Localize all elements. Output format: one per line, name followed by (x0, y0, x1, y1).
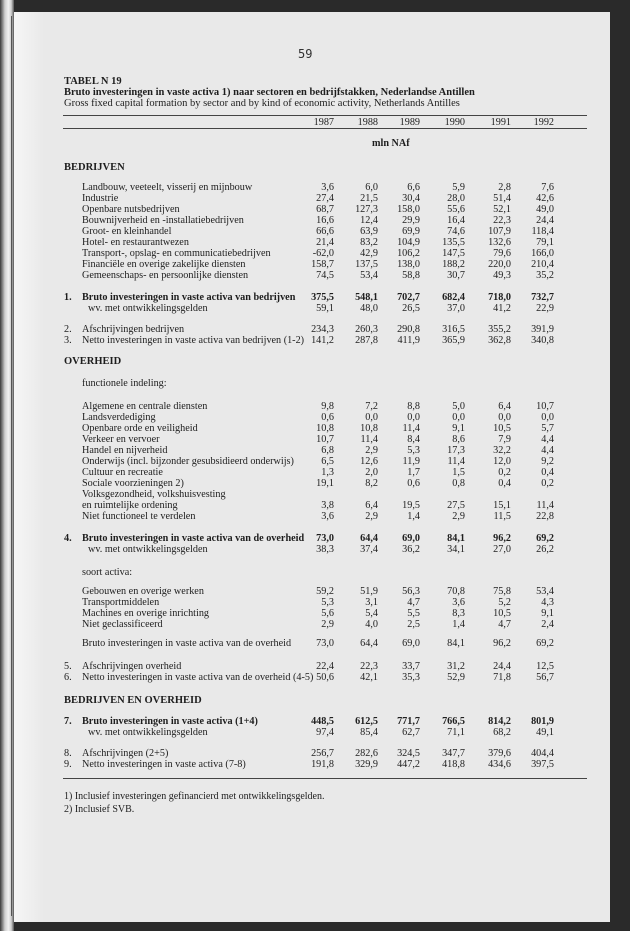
cell-1987: 27,4 (316, 193, 334, 204)
cell-1988: 11,4 (360, 434, 378, 445)
cell-1987: 16,6 (316, 215, 334, 226)
row-label: Machines en overige inrichting (82, 608, 210, 619)
cell-1987: 38,3 (316, 544, 334, 555)
row-label: Industrie (82, 193, 119, 204)
cell-1987: 73,0 (316, 638, 334, 649)
cell-1988: 48,0 (360, 303, 378, 314)
cell-1992: 12,5 (536, 661, 554, 672)
cell-1990: 347,7 (442, 748, 465, 759)
row-label: Netto investeringen in vaste activa van bedrijven (1-2) (82, 335, 305, 346)
cell-1992: 49,0 (536, 204, 554, 215)
cell-1987: 448,5 (311, 716, 334, 727)
cell-1988: 10,8 (360, 423, 378, 434)
row-label: Groot- en kleinhandel (82, 226, 172, 237)
row-label: Transport-, opslag- en communicatiebedrijven (82, 248, 271, 259)
row-label: Netto investeringen in vaste activa (7-8) (82, 759, 246, 770)
cell-1990: 27,5 (447, 500, 465, 511)
cell-1987: 74,5 (316, 270, 334, 281)
cell-1989: 4,7 (407, 597, 420, 608)
cell-1991: 220,0 (488, 259, 511, 270)
cell-1989: 158,0 (397, 204, 420, 215)
cell-1990: 55,6 (447, 204, 465, 215)
cell-1992: 9,2 (541, 456, 554, 467)
cell-1991: 27,0 (493, 544, 511, 555)
cell-1991: 434,6 (488, 759, 511, 770)
cell-1991: 5,2 (498, 597, 511, 608)
cell-1991: 10,5 (493, 608, 511, 619)
cell-1991: 79,6 (493, 248, 511, 259)
cell-1988: 329,9 (355, 759, 378, 770)
row-number: 6. (64, 672, 72, 683)
cell-1990: 1,5 (452, 467, 465, 478)
page-shadow (14, 12, 44, 922)
cell-1992: 5,7 (541, 423, 554, 434)
cell-1987: 1,3 (321, 467, 334, 478)
row-number: 4. (64, 533, 72, 544)
cell-1989: 5,5 (407, 608, 420, 619)
row-label: Bruto investeringen in vaste activa van bedrijven (82, 292, 296, 303)
cell-1990: 11,4 (447, 456, 465, 467)
row-label: Landbouw, veeteelt, visserij en mijnbouw (82, 182, 253, 193)
cell-1990: 1,4 (452, 619, 465, 630)
cell-1987: 2,9 (321, 619, 334, 630)
row-label: Afschrijvingen overheid (82, 661, 182, 672)
unit-label: mln NAf (372, 138, 410, 149)
cell-1989: 1,7 (407, 467, 420, 478)
cell-1990: 52,9 (447, 672, 465, 683)
cell-1987: 19,1 (316, 478, 334, 489)
cell-1991: 32,2 (493, 445, 511, 456)
cell-1990: 135,5 (442, 237, 465, 248)
cell-1990: 37,0 (447, 303, 465, 314)
cell-1988: 137,5 (355, 259, 378, 270)
cell-1989: 702,7 (397, 292, 420, 303)
cell-1991: 2,8 (498, 182, 511, 193)
row-label: Cultuur en recreatie (82, 467, 163, 478)
row-label: Gemeenschaps- en persoonlijke diensten (82, 270, 249, 281)
footnote-1: 1) Inclusief investeringen gefinancierd met ontwikkelingsgelden. (64, 791, 325, 802)
cell-1990: 365,9 (442, 335, 465, 346)
cell-1990: 70,8 (447, 586, 465, 597)
cell-1988: 12,4 (360, 215, 378, 226)
cell-1988: 0,0 (365, 412, 378, 423)
section-bedrijven-en-overheid: BEDRIJVEN EN OVERHEID (64, 695, 202, 706)
cell-1991: 132,6 (488, 237, 511, 248)
row-number: 8. (64, 748, 72, 759)
cell-1989: 8,4 (407, 434, 420, 445)
cell-1992: 166,0 (531, 248, 554, 259)
cell-1991: 52,1 (493, 204, 511, 215)
cell-1988: 51,9 (360, 586, 378, 597)
cell-1992: 24,4 (536, 215, 554, 226)
cell-1990: 31,2 (447, 661, 465, 672)
cell-1992: 11,4 (536, 500, 554, 511)
cell-1989: 35,3 (402, 672, 420, 683)
row-number: 1. (64, 292, 72, 303)
cell-1988: 7,2 (365, 401, 378, 412)
cell-1989: 29,9 (402, 215, 420, 226)
cell-1991: 4,7 (498, 619, 511, 630)
row-label: Transportmiddelen (82, 597, 160, 608)
cell-1991: 0,0 (498, 412, 511, 423)
cell-1992: 26,2 (536, 544, 554, 555)
cell-1988: 53,4 (360, 270, 378, 281)
cell-1989: 69,0 (402, 638, 420, 649)
cell-1987: 9,8 (321, 401, 334, 412)
section-bedrijven: BEDRIJVEN (64, 162, 125, 173)
cell-1989: 26,5 (402, 303, 420, 314)
cell-1988: 42,1 (360, 672, 378, 683)
header-rule-top (63, 115, 587, 116)
cell-1987: 10,7 (316, 434, 334, 445)
row-number: 9. (64, 759, 72, 770)
cell-1988: 6,0 (365, 182, 378, 193)
cell-1991: 379,6 (488, 748, 511, 759)
cell-1992: 35,2 (536, 270, 554, 281)
cell-1990: 30,7 (447, 270, 465, 281)
row-label: Niet geclassificeerd (82, 619, 163, 630)
cell-1989: 19,5 (402, 500, 420, 511)
cell-1990: 84,1 (447, 638, 465, 649)
cell-1990: 9,1 (452, 423, 465, 434)
cell-1990: 418,8 (442, 759, 465, 770)
cell-1992: 53,4 (536, 586, 554, 597)
cell-1988: 6,4 (365, 500, 378, 511)
row-label: Bruto investeringen in vaste activa (1+4) (82, 716, 258, 727)
cell-1989: 106,2 (397, 248, 420, 259)
cell-1989: 0,0 (407, 412, 420, 423)
cell-1989: 69,9 (402, 226, 420, 237)
table-title-dutch: Bruto investeringen in vaste activa 1) naar sectoren en bedrijfstakken, Nederlandse Antillen (64, 87, 475, 98)
cell-1991: 22,3 (493, 215, 511, 226)
cell-1990: 3,6 (452, 597, 465, 608)
cell-1988: 2,9 (365, 445, 378, 456)
spine-line (11, 16, 12, 916)
cell-1989: 8,8 (407, 401, 420, 412)
subheading-soort-activa: soort activa: (82, 567, 133, 578)
cell-1988: 548,1 (355, 292, 378, 303)
cell-1989: 0,6 (407, 478, 420, 489)
cell-1987: 22,4 (316, 661, 334, 672)
cell-1987: 5,3 (321, 597, 334, 608)
row-label: Landsverdediging (82, 412, 156, 423)
cell-1988: 2,9 (365, 511, 378, 522)
row-label: Volksgezondheid, volkshuisvesting (82, 489, 226, 500)
cell-1990: 188,2 (442, 259, 465, 270)
cell-1988: 21,5 (360, 193, 378, 204)
cell-1989: 11,9 (402, 456, 420, 467)
row-label: wv. met ontwikkelingsgelden (88, 303, 208, 314)
cell-1989: 30,4 (402, 193, 420, 204)
cell-1989: 2,5 (407, 619, 420, 630)
cell-1992: 7,6 (541, 182, 554, 193)
cell-1987: 3,8 (321, 500, 334, 511)
cell-1988: 5,4 (365, 608, 378, 619)
page-number: 59 (298, 47, 313, 61)
cell-1988: 85,4 (360, 727, 378, 738)
cell-1988: 3,1 (365, 597, 378, 608)
cell-1989: 69,0 (402, 533, 420, 544)
row-number: 7. (64, 716, 72, 727)
table-title-english: Gross fixed capital formation by sector and by kind of economic activity, Netherlands Antilles (64, 98, 460, 109)
cell-1991: 0,4 (498, 478, 511, 489)
footer-rule (63, 778, 587, 779)
cell-1991: 71,8 (493, 672, 511, 683)
cell-1990: 2,9 (452, 511, 465, 522)
cell-1991: 0,2 (498, 467, 511, 478)
cell-1989: 56,3 (402, 586, 420, 597)
cell-1989: 1,4 (407, 511, 420, 522)
cell-1991: 10,5 (493, 423, 511, 434)
cell-1992: 404,4 (531, 748, 554, 759)
cell-1989: 5,3 (407, 445, 420, 456)
cell-1992: 0,2 (541, 478, 554, 489)
cell-1988: 63,9 (360, 226, 378, 237)
cell-1987: -62,0 (312, 248, 334, 259)
cell-1990: 766,5 (442, 716, 465, 727)
cell-1989: 324,5 (397, 748, 420, 759)
cell-1988: 37,4 (360, 544, 378, 555)
cell-1990: 8,6 (452, 434, 465, 445)
row-label: Openbare nutsbedrijven (82, 204, 180, 215)
cell-1990: 0,0 (452, 412, 465, 423)
row-label: Financiële en overige zakelijke diensten (82, 259, 246, 270)
cell-1989: 411,9 (397, 335, 420, 346)
cell-1991: 41,2 (493, 303, 511, 314)
cell-1987: 97,4 (316, 727, 334, 738)
cell-1992: 0,4 (541, 467, 554, 478)
cell-1987: 256,7 (311, 748, 334, 759)
cell-1991: 362,8 (488, 335, 511, 346)
column-header-year: 1987 (313, 117, 334, 128)
cell-1990: 71,1 (447, 727, 465, 738)
cell-1988: 127,3 (355, 204, 378, 215)
row-label: Onderwijs (incl. bijzonder gesubsidieerd onderwijs) (82, 456, 294, 467)
cell-1987: 21,4 (316, 237, 334, 248)
row-label: Sociale voorzieningen 2) (82, 478, 184, 489)
row-label: Netto investeringen in vaste activa van de overheid (4-5) (82, 672, 314, 683)
cell-1992: 4,4 (541, 445, 554, 456)
table-id: TABEL N 19 (64, 76, 122, 87)
cell-1992: 210,4 (531, 259, 554, 270)
row-label: wv. met ontwikkelingsgelden (88, 727, 208, 738)
cell-1987: 50,6 (316, 672, 334, 683)
cell-1987: 68,7 (316, 204, 334, 215)
column-header-year: 1988 (357, 117, 378, 128)
cell-1990: 0,8 (452, 478, 465, 489)
cell-1987: 6,5 (321, 456, 334, 467)
cell-1992: 2,4 (541, 619, 554, 630)
row-label: Bouwnijverheid en -installatiebedrijven (82, 215, 244, 226)
cell-1987: 3,6 (321, 511, 334, 522)
column-header-year: 1990 (444, 117, 465, 128)
cell-1989: 11,4 (402, 423, 420, 434)
cell-1992: 4,4 (541, 434, 554, 445)
cell-1990: 5,9 (452, 182, 465, 193)
cell-1991: 107,9 (488, 226, 511, 237)
cell-1990: 28,0 (447, 193, 465, 204)
cell-1991: 12,0 (493, 456, 511, 467)
cell-1991: 68,2 (493, 727, 511, 738)
cell-1990: 34,1 (447, 544, 465, 555)
cell-1990: 316,5 (442, 324, 465, 335)
row-number: 3. (64, 335, 72, 346)
subheading-functionele-indeling: functionele indeling: (82, 378, 167, 389)
cell-1992: 22,9 (536, 303, 554, 314)
cell-1989: 771,7 (397, 716, 420, 727)
cell-1991: 718,0 (488, 292, 511, 303)
cell-1991: 75,8 (493, 586, 511, 597)
cell-1990: 682,4 (442, 292, 465, 303)
cell-1992: 69,2 (536, 638, 554, 649)
cell-1992: 391,9 (531, 324, 554, 335)
cell-1989: 138,0 (397, 259, 420, 270)
cell-1990: 17,3 (447, 445, 465, 456)
cell-1987: 0,6 (321, 412, 334, 423)
cell-1989: 104,9 (397, 237, 420, 248)
cell-1992: 397,5 (531, 759, 554, 770)
cell-1990: 74,6 (447, 226, 465, 237)
cell-1988: 282,6 (355, 748, 378, 759)
cell-1988: 42,9 (360, 248, 378, 259)
row-label: en ruimtelijke ordening (82, 500, 178, 511)
row-label: wv. met ontwikkelingsgelden (88, 544, 208, 555)
cell-1990: 8,3 (452, 608, 465, 619)
cell-1987: 375,5 (311, 292, 334, 303)
cell-1987: 5,6 (321, 608, 334, 619)
cell-1988: 12,6 (360, 456, 378, 467)
column-header-year: 1992 (533, 117, 554, 128)
row-label: Verkeer en vervoer (82, 434, 160, 445)
cell-1988: 260,3 (355, 324, 378, 335)
cell-1987: 191,8 (311, 759, 334, 770)
cell-1992: 732,7 (531, 292, 554, 303)
cell-1991: 7,9 (498, 434, 511, 445)
row-label: Bruto investeringen in vaste activa van de overheid (82, 533, 305, 544)
cell-1987: 59,1 (316, 303, 334, 314)
row-label: Handel en nijverheid (82, 445, 168, 456)
cell-1992: 56,7 (536, 672, 554, 683)
cell-1992: 49,1 (536, 727, 554, 738)
cell-1988: 612,5 (355, 716, 378, 727)
cell-1992: 42,6 (536, 193, 554, 204)
cell-1989: 36,2 (402, 544, 420, 555)
cell-1990: 5,0 (452, 401, 465, 412)
row-label: Niet functioneel te verdelen (82, 511, 196, 522)
cell-1991: 11,5 (493, 511, 511, 522)
cell-1989: 447,2 (397, 759, 420, 770)
row-label: Afschrijvingen (2+5) (82, 748, 169, 759)
cell-1991: 96,2 (493, 638, 511, 649)
cell-1988: 287,8 (355, 335, 378, 346)
row-label: Gebouwen en overige werken (82, 586, 204, 597)
cell-1987: 234,3 (311, 324, 334, 335)
cell-1989: 58,8 (402, 270, 420, 281)
row-label: Bruto investeringen in vaste activa van de overheid (82, 638, 292, 649)
cell-1991: 96,2 (493, 533, 511, 544)
cell-1991: 24,4 (493, 661, 511, 672)
cell-1988: 8,2 (365, 478, 378, 489)
cell-1992: 22,8 (536, 511, 554, 522)
cell-1992: 10,7 (536, 401, 554, 412)
cell-1990: 84,1 (447, 533, 465, 544)
column-header-year: 1989 (399, 117, 420, 128)
cell-1991: 355,2 (488, 324, 511, 335)
cell-1988: 83,2 (360, 237, 378, 248)
cell-1989: 33,7 (402, 661, 420, 672)
header-rule-bottom (63, 128, 587, 129)
row-label: Afschrijvingen bedrijven (82, 324, 185, 335)
cell-1989: 62,7 (402, 727, 420, 738)
cell-1988: 64,4 (360, 533, 378, 544)
cell-1987: 6,8 (321, 445, 334, 456)
cell-1987: 141,2 (311, 335, 334, 346)
footnote-2: 2) Inclusief SVB. (64, 804, 135, 815)
row-label: Openbare orde en veiligheid (82, 423, 198, 434)
cell-1991: 49,3 (493, 270, 511, 281)
cell-1987: 73,0 (316, 533, 334, 544)
cell-1992: 79,1 (536, 237, 554, 248)
cell-1987: 158,7 (311, 259, 334, 270)
cell-1989: 6,6 (407, 182, 420, 193)
cell-1992: 118,4 (531, 226, 554, 237)
cell-1988: 4,0 (365, 619, 378, 630)
cell-1987: 3,6 (321, 182, 334, 193)
cell-1991: 814,2 (488, 716, 511, 727)
cell-1989: 290,8 (397, 324, 420, 335)
cell-1992: 801,9 (531, 716, 554, 727)
cell-1988: 2,0 (365, 467, 378, 478)
column-header-year: 1991 (490, 117, 511, 128)
cell-1992: 9,1 (541, 608, 554, 619)
row-label: Hotel- en restaurantwezen (82, 237, 189, 248)
row-label: Algemene en centrale diensten (82, 401, 208, 412)
cell-1991: 6,4 (498, 401, 511, 412)
cell-1988: 64,4 (360, 638, 378, 649)
cell-1987: 10,8 (316, 423, 334, 434)
cell-1992: 4,3 (541, 597, 554, 608)
section-overheid: OVERHEID (64, 356, 122, 367)
cell-1990: 16,4 (447, 215, 465, 226)
cell-1987: 66,6 (316, 226, 334, 237)
cell-1990: 147,5 (442, 248, 465, 259)
cell-1992: 69,2 (536, 533, 554, 544)
cell-1988: 22,3 (360, 661, 378, 672)
row-number: 2. (64, 324, 72, 335)
row-number: 5. (64, 661, 72, 672)
cell-1991: 15,1 (493, 500, 511, 511)
cell-1992: 0,0 (541, 412, 554, 423)
cell-1987: 59,2 (316, 586, 334, 597)
cell-1992: 340,8 (531, 335, 554, 346)
cell-1991: 51,4 (493, 193, 511, 204)
